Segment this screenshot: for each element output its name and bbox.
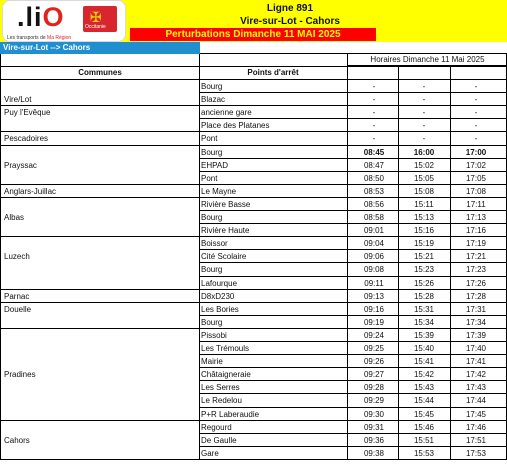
grid-line [0,459,200,460]
departure-time: 17:44 [465,396,487,406]
departure-time: - [372,108,376,118]
departure-time: 08:58 [363,213,385,222]
departure-time: 15:21 [413,252,435,262]
stop-name: Gare [201,448,219,458]
departure-time: - [372,121,376,131]
departure-time: - [372,95,376,105]
departure-time: 09:24 [363,330,385,340]
departure-time: 16:00 [413,147,435,157]
departure-time: 17:43 [465,383,487,393]
grid-line [0,236,200,237]
departure-time: - [422,121,426,131]
departure-time: 15:23 [413,265,435,275]
departure-time: 09:01 [363,226,385,236]
departure-time: 17:00 [465,147,487,157]
grid-line [0,289,200,290]
grid-line [200,420,507,421]
grid-line [200,393,507,394]
grid-line [0,79,507,80]
region-logo-icon [83,6,117,32]
departure-time: 17:53 [465,448,487,458]
region-label: Occitanie [85,24,106,30]
stop-name: Lafourque [201,278,238,288]
commune-name: Vire/Lot [4,95,32,105]
grid-line [0,184,200,185]
departure-time: 15:11 [414,199,434,209]
stop-name: Pont [201,134,218,144]
departure-time: 08:53 [363,186,385,196]
departure-time: - [422,108,426,118]
departure-time: 15:28 [413,291,435,301]
grid-line [200,158,507,159]
departure-time: 17:19 [465,239,487,249]
departure-time: 08:47 [363,160,385,170]
grid-line [200,315,507,316]
departure-time: 09:29 [363,396,385,406]
stop-name: Bourg [201,147,223,157]
grid-line [200,354,507,355]
route-bar-rule [200,42,507,54]
departure-time: 15:44 [413,396,435,406]
departure-time: 15:42 [413,370,435,380]
stop-name: Le Redelou [201,396,242,406]
commune-name: Pescadoires [4,134,49,144]
grid-line [0,302,200,303]
departure-time: 17:39 [465,330,487,340]
departure-time: 09:30 [363,409,385,419]
grid-line [200,276,507,277]
departure-time: 15:46 [413,422,435,432]
departure-time: 08:56 [363,199,385,209]
stop-name: Mairie [201,357,223,367]
stop-name: Place des Platanes [201,121,270,131]
departure-time: 15:39 [413,330,435,340]
departure-time: 15:34 [413,317,435,327]
commune-name: Cahors [4,435,30,445]
grid-line [200,328,507,329]
departure-time: 17:41 [465,357,487,367]
stop-name: EHPAD [201,160,228,170]
grid-line [200,236,507,237]
grid-line [200,249,507,250]
grid-line [398,66,399,460]
grid-line [200,210,507,211]
commune-name: Parnac [4,291,30,301]
route-direction-bar: Vire-sur-Lot --> Cahors [0,42,200,54]
stop-name: Regourd [201,422,232,432]
grid-line [200,184,507,185]
grid-line [450,66,451,460]
stop-name: Pont [201,173,218,183]
alert-banner: Perturbations Dimanche 11 MAI 2025 [130,28,376,41]
departure-time: 15:08 [413,186,435,196]
departure-time: 09:27 [363,370,385,380]
stop-name: De Gaulle [201,435,237,445]
departure-time: 17:42 [465,370,487,380]
departure-time: 15:13 [413,213,435,222]
departure-time: - [474,108,478,118]
departure-time: 09:04 [363,239,385,249]
stop-name: Cité Scolaire [201,252,247,262]
grid-line [0,197,200,198]
grid-line [200,118,507,119]
departure-time: 15:16 [413,226,435,236]
stop-name: Bourg [201,82,223,91]
grid-line [200,289,507,290]
departure-time: 09:13 [363,291,385,301]
stop-name: Boissor [201,239,228,249]
grid-line [0,145,200,146]
stop-name: Bourg [201,317,223,327]
departure-time: 15:53 [413,448,435,458]
grid-line [200,105,507,106]
departure-time: 17:31 [465,304,487,314]
grid-line [200,197,507,198]
departure-time: - [422,95,426,105]
departure-time: 09:06 [363,252,385,262]
departure-time: - [474,121,478,131]
departure-time: 09:16 [363,304,385,314]
schedule-heading: Horaires Dimanche 11 Mai 2025 [347,54,507,66]
departure-time: 17:45 [465,409,487,419]
grid-line [200,92,507,93]
departure-time: 15:02 [413,160,435,170]
grid-line [0,420,200,421]
departure-time: 15:31 [413,304,435,314]
commune-name: Albas [4,213,25,222]
stop-name: Bourg [201,213,223,222]
departure-time: 15:45 [413,409,435,419]
grid-line [200,171,507,172]
grid-line [347,54,348,460]
departure-time: 09:28 [363,383,385,393]
departure-time: 15:05 [413,173,435,183]
grid-line [200,302,507,303]
departure-time: - [474,82,478,91]
stop-name: Les Bories [201,304,239,314]
commune-name: Anglars-Juillac [4,186,57,196]
commune-name: Luzech [4,252,30,262]
departure-time: 15:43 [413,383,435,393]
grid-line [0,66,507,67]
departure-time: 09:08 [363,265,385,275]
departure-time: - [474,95,478,105]
stop-name: Les Trémouls [201,344,250,353]
commune-name: Puy l'Evêque [4,108,51,118]
departure-time: - [474,134,478,144]
grid-line [0,131,200,132]
departure-time: - [372,134,376,144]
grid-line [200,131,507,132]
grid-line [200,459,507,460]
stop-name: Bourg [201,265,223,275]
grid-line [200,407,507,408]
departure-time: - [422,82,426,91]
departure-time: 09:11 [364,278,384,288]
departure-time: 09:19 [363,317,385,327]
departure-time: 09:38 [363,448,385,458]
departure-time: 17:23 [465,265,487,275]
grid-line [200,433,507,434]
departure-time: 15:40 [413,344,435,353]
stop-name: ancienne gare [201,108,252,118]
line-title: Ligne 891 [266,3,314,14]
departure-time: 17:21 [465,252,487,262]
stop-name: Châtaigneraie [201,370,251,380]
stop-name: Rivière Basse [201,199,251,209]
departure-time: 17:13 [465,213,487,222]
departure-time: - [372,82,376,91]
lio-logo [2,0,126,42]
grid-line [200,380,507,381]
departure-time: 17:51 [465,435,487,445]
departure-time: 09:31 [363,422,385,432]
commune-name: Pradines [4,370,36,380]
logo-tagline: Les transports de Ma Région [7,35,72,41]
commune-name: Prayssac [4,160,37,170]
departure-time: 17:26 [465,278,487,288]
departure-time: 09:36 [363,435,385,445]
departure-time: 09:25 [363,344,385,353]
stop-name: Le Mayne [201,186,237,196]
grid-line [0,328,200,329]
departure-time: 17:46 [465,422,487,432]
grid-line [200,223,507,224]
departure-time: 15:19 [413,239,435,249]
grid-line [200,262,507,263]
route-title: Vire-sur-Lot - Cahors [240,16,340,27]
departure-time: 15:51 [413,435,435,445]
column-header-points: Points d'arrêt [247,68,299,77]
commune-name: Douelle [4,304,32,314]
grid-line [200,446,507,447]
grid-line [200,367,507,368]
stop-name: Rivière Haute [201,226,250,236]
departure-time: 17:02 [465,160,487,170]
departure-time: 17:40 [465,344,487,353]
stop-name: Blazac [201,95,226,105]
lio-logo-text: .liO [17,2,65,32]
column-header-communes: Communes [78,68,122,77]
departure-time: - [422,134,426,144]
departure-time: 08:45 [363,147,385,157]
grid-line [0,54,1,460]
grid-line [199,54,200,460]
departure-time: 17:28 [465,291,487,301]
departure-time: 17:16 [465,226,487,236]
grid-line [200,341,507,342]
grid-line [0,105,200,106]
departure-time: 17:08 [465,186,487,196]
departure-time: 17:11 [466,199,486,209]
departure-time: 15:41 [413,357,435,367]
stop-name: Pissobi [201,330,227,340]
occitan-cross-icon: ✠ [90,9,102,25]
departure-time: 17:05 [465,173,487,183]
departure-time: 08:50 [363,173,385,183]
departure-time: 09:26 [363,357,385,367]
grid-line [200,145,507,146]
stop-name: P+R Laberaudie [201,409,260,419]
departure-time: 15:26 [413,278,435,288]
stop-name: D8xD230 [201,291,235,301]
stop-name: Les Serres [201,383,240,393]
departure-time: 17:34 [465,317,487,327]
